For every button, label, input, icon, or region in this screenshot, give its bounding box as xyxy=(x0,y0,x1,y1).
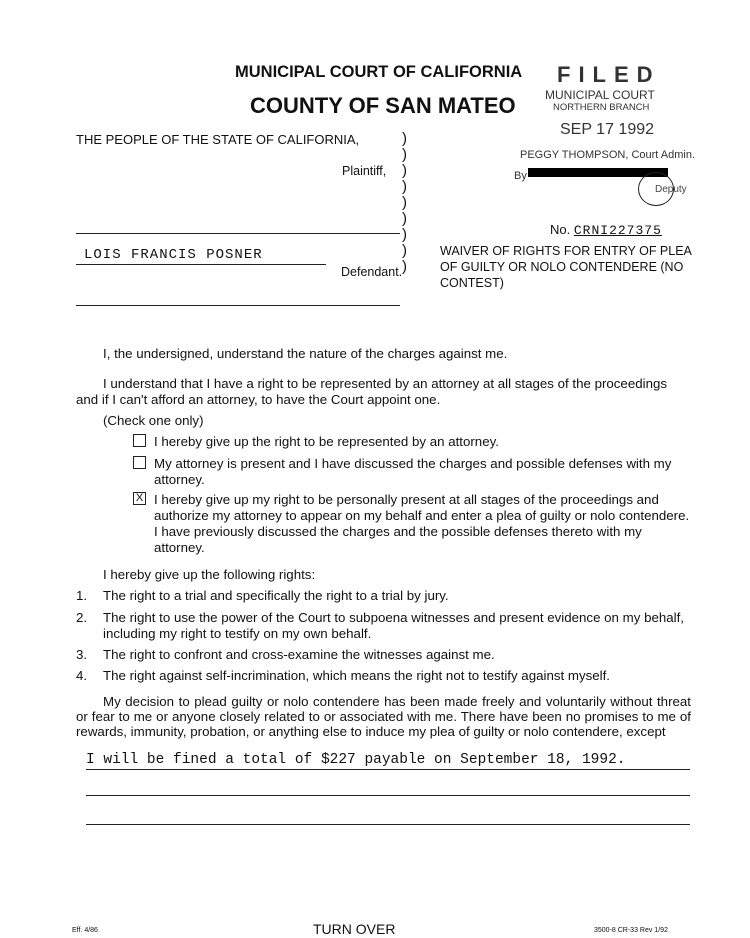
stamp-court: MUNICIPAL COURT xyxy=(545,88,655,102)
divider xyxy=(76,264,326,265)
checkbox-checked[interactable]: X xyxy=(133,492,146,505)
plaintiff-name: THE PEOPLE OF THE STATE OF CALIFORNIA, xyxy=(76,132,360,147)
turn-over: TURN OVER xyxy=(313,921,396,937)
checkbox[interactable] xyxy=(133,456,146,469)
paragraph-decision: My decision to plead guilty or nolo contendere has been made freely and voluntarily without threat or fear to me or anyone closely related to or associated with me. There have been no promises to me of rewards, immunity, probation, or anything else to induce my plea of guilty or nolo contendere, except xyxy=(76,694,691,739)
form-number: 3500-8 CR-33 Rev 1/92 xyxy=(594,927,668,934)
waiver-document: MUNICIPAL COURT OF CALIFORNIA COUNTY OF SAN MATEO THE PEOPLE OF THE STATE OF CALIFORNIA, ) ) ) ) ) ) ) ) ) Plaintiff, LOIS FRANCIS POSNER Defendant. FILED MUNICIPAL COURT NORTHERN BRANCH SEP 17 1992 PEGGY THOMPSON, Court Admin. By Deputy No. CRNI227375 WAIVER OF RIGHTS FOR ENTRY OF PLEA OF GUILTY OR NOLO CONTENDERE (NO CONTEST) I, the undersigned, understand the nature of the charges against me. I understand that I have a right to be represented by an attorney at all stages of the proceedings and if I can't afford an attorney, to have the Court appoint one. (Check one only) I hereby give up the right to be represented by an attorney. My attorney is present and I have discussed the charges and possible defenses with my attorney. X I hereby give up my right to be personally present at all stages of the proceedings and authorize my attorney to appear on my behalf and enter a plea of guilty or nolo contendere. I have previously discussed the charges and the possible defenses thereto with my attorney. I hereby give up the following rights: 1. The right to a trial and specifically the right to a trial by jury. 2. The right to use the power of the Court to subpoena witnesses and present evidence on my behalf, including my right to testify on my own behalf. 3. The right to confront and cross-examine the witnesses against me. 4. The right against self-incrimination, which means the right not to testify against myself. My decision to plead guilty or nolo contendere has been made freely and voluntarily without threat or fear to me or anyone closely related to or associated with me. There have been no promises to me of rewards, immunity, probation, or anything else to induce my plea of guilty or nolo contendere, except I will be fined a total of $227 payable on September 18, 1992. Eff. 4/86 TURN OVER 3500-8 CR-33 Rev 1/92 xyxy=(0,0,750,938)
right-number: 3. xyxy=(76,647,88,662)
option-text: I hereby give up the right to be represented by an attorney. xyxy=(154,434,499,449)
stamp-deputy: Deputy xyxy=(655,184,687,195)
option-attorney-present[interactable] xyxy=(133,456,693,488)
blank-line xyxy=(86,769,690,770)
court-title: MUNICIPAL COURT OF CALIFORNIA xyxy=(235,63,523,81)
right-item xyxy=(76,588,691,604)
option-waive-attorney[interactable] xyxy=(133,434,693,450)
defendant-name: LOIS FRANCIS POSNER xyxy=(84,247,263,263)
plaintiff-label: Plaintiff, xyxy=(342,164,387,178)
option-text: I hereby give up my right to be personally present at all stages of the proceedings and authorize my attorney to appear on my behalf and enter a plea of guilty or nolo contendere. I have previously discussed the charges and the possible defenses thereto with my attorney. xyxy=(154,492,690,555)
filed-text: FILED xyxy=(557,62,661,87)
right-text: The right against self-incrimination, which means the right not to testify against myself. xyxy=(103,668,610,683)
right-item xyxy=(76,668,691,684)
check-one-label: (Check one only) xyxy=(103,413,204,428)
blank-line xyxy=(86,824,690,825)
case-number-value: CRNI227375 xyxy=(573,223,662,238)
defendant-label: Defendant. xyxy=(341,265,403,279)
exception-text: I will be fined a total of $227 payable on September 18, 1992. xyxy=(86,752,626,768)
option-waive-presence[interactable] xyxy=(133,492,693,556)
form-title: WAIVER OF RIGHTS FOR ENTRY OF PLEA OF GUILTY OR NOLO CONTENDERE (NO CONTEST) xyxy=(440,244,692,290)
divider xyxy=(76,305,400,306)
right-text: The right to a trial and specifically the right to a trial by jury. xyxy=(103,588,449,603)
stamp-branch: NORTHERN BRANCH xyxy=(553,102,650,113)
rights-intro: I hereby give up the following rights: xyxy=(103,567,316,582)
stamp-by: By xyxy=(514,170,527,182)
case-number-label: No. xyxy=(550,222,571,237)
right-item xyxy=(76,647,691,663)
option-text: My attorney is present and I have discussed the charges and possible defenses with my attorney. xyxy=(154,456,672,487)
divider xyxy=(76,233,400,234)
right-text: The right to use the power of the Court to subpoena witnesses and present evidence on my behalf, including my right to testify on my own behalf. xyxy=(103,610,684,641)
stamp-clerk: PEGGY THOMPSON, Court Admin. xyxy=(520,149,696,161)
paragraph-attorney-right: I understand that I have a right to be represented by an attorney at all stages of the proceedings and if I can't afford an attorney, to have the Court appoint one. xyxy=(76,376,668,407)
right-number: 2. xyxy=(76,610,88,625)
case-number xyxy=(550,222,684,238)
paragraph-understand: I, the undersigned, understand the nature of the charges against me. xyxy=(103,346,508,361)
checkbox[interactable] xyxy=(133,434,146,447)
footer-effective: Eff. 4/86 xyxy=(72,927,98,934)
right-number: 4. xyxy=(76,668,88,683)
right-item xyxy=(76,610,691,642)
right-number: 1. xyxy=(76,588,88,603)
stamp-date: SEP 17 1992 xyxy=(560,121,655,138)
blank-line xyxy=(86,795,690,796)
county-title: COUNTY OF SAN MATEO xyxy=(250,93,516,118)
right-text: The right to confront and cross-examine the witnesses against me. xyxy=(103,647,495,662)
